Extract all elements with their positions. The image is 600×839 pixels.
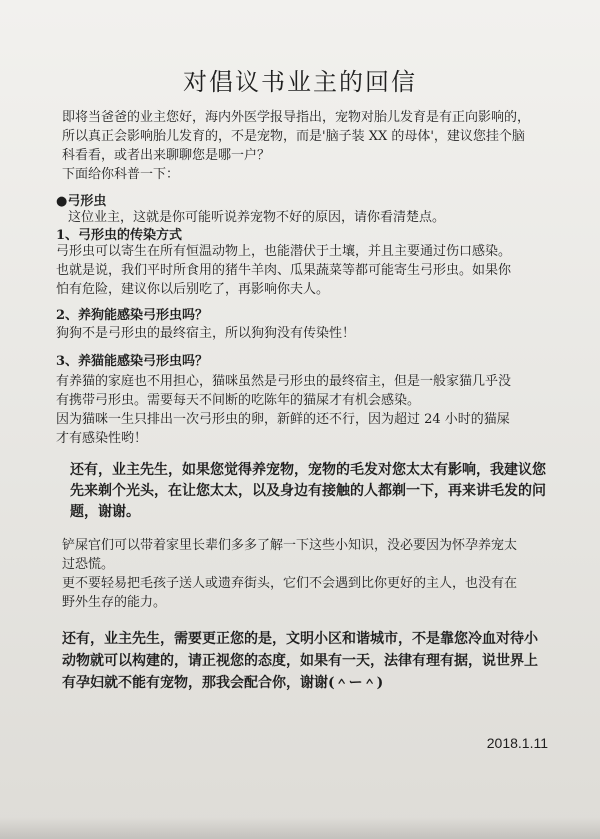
section3-body: 有养猫的家庭也不用担心，猫咪虽然是弓形虫的最终宿主，但是一般家猫几乎没 有携带弓形虫。需要每天不间断的吃陈年的猫屎才有机会感染。 因为猫咪一生只排出一次弓形虫的卵，新鲜的还不行，因为超过 24 小时的猫屎 才有感染性哟！ [56,374,512,446]
paper-shadow [0,817,600,839]
pet-owner-paragraph: 铲屎官们可以带着家里长辈们多多了解一下这些小知识，没必要因为怀孕养宠太 过恐慌。 [62,538,518,572]
section1-body: 弓形虫可以寄生在所有恒温动物上，也能潜伏于土壤，并且主要通过伤口感染。 也就是说，我们平时所食用的猪牛羊肉、瓜果蔬菜等都可能寄生弓形虫。如果你 怕有危险，建议你以后别吃了，再影响你夫人。 [56,244,512,297]
toxoplasma-lead: 这位业主，这就是你可能听说养宠物不好的原因，请你看清楚点。 [68,210,446,225]
intro-paragraph: 即将当爸爸的业主您好，海内外医学报导指出，宠物对胎儿发育是有正向影响的， 所以真正会影响胎儿发育的，不是宠物，而是'脑子装 XX 的母体'，建议您挂个脑 科看看，或者出来聊聊您是哪一户？ 下面给你科普一下： [62,110,531,182]
dont-abandon-paragraph: 更不要轻易把毛孩子送人或遗弃街头，它们不会遇到比你更好的主人，也没有在 野外生存的能力。 [62,576,518,610]
letter-date: 2018.1.11 [486,735,548,751]
toxoplasma-heading: ●弓形虫 [56,194,107,209]
section1-heading: 1、弓形虫的传染方式 [56,228,183,243]
closing-paragraph-1: 还有，业主先生，如果您觉得养宠物，宠物的毛发对您太太有影响，我建议您 先来剃个光头，在让您太太，以及身边有接触的人都剃一下，再来讲毛发的问 题，谢谢。 [70,462,546,520]
letter-title: 对倡议书业主的回信 [183,68,417,96]
section2-heading: 2、养狗能感染弓形虫吗？ [56,308,209,323]
section3-heading: 3、养猫能感染弓形虫吗？ [56,354,209,369]
section2-body: 狗狗不是弓形虫的最终宿主，所以狗狗没有传染性！ [56,326,356,341]
closing-paragraph-2: 还有，业主先生，需要更正您的是，文明小区和谐城市，不是靠您冷血对待小 动物就可以构建的，请正视您的态度，如果有一天，法律有理有据，说世界上 有孕妇就不能有宠物，那我会配合你，谢谢(＾ー＾) [62,631,538,691]
